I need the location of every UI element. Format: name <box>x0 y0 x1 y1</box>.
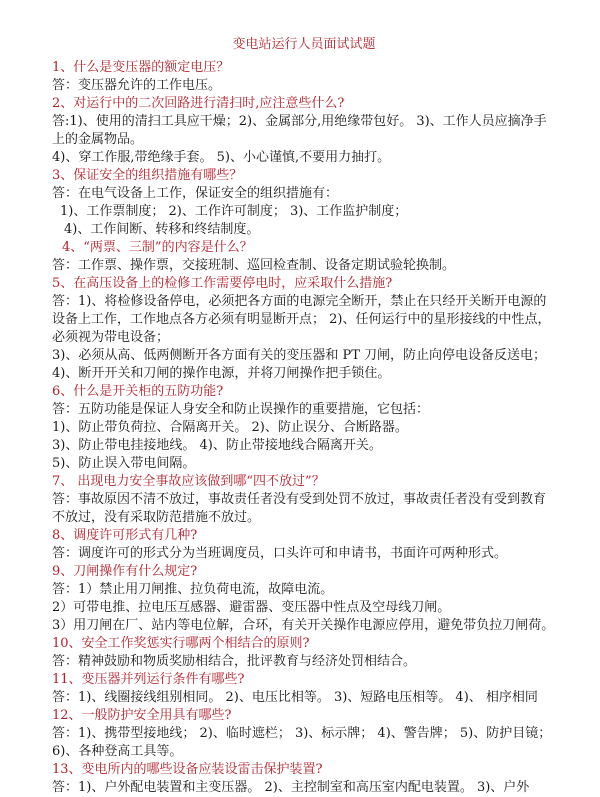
question-2: 2、对运行中的二次回路进行清扫时,应注意些什么? <box>52 96 345 111</box>
qa-item-4 <box>52 239 556 275</box>
question-13: 13、变电所内的哪些设备应装设雷击保护装置? <box>52 762 323 777</box>
answer-3-line-2: 1)、工作票制度； 2)、工作许可制度； 3)、工作监护制度； <box>60 204 408 219</box>
answer-9-line-3: 3）用刀闸在厂、站内等电位解，合环，有关开关操作电源应停用，避免带负拉刀闸荷。 <box>52 618 555 633</box>
answer-7-line-1: 答：事故原因不清不放过，事故责任者没有受到处罚不放过，事故责任者没有受到教育不放过，没有采取防范措施不放过。 <box>52 492 547 525</box>
question-9: 9、刀闸操作有什么规定? <box>52 564 198 579</box>
answer-6-line-2: 1)、防止带负荷拉、合隔离开关。 2)、防止误分、合断路器。 <box>52 420 408 435</box>
question-6: 6、什么是开关柜的五防功能? <box>52 384 224 399</box>
qa-item-10 <box>52 635 556 671</box>
answer-12-line-2: 6)、各种登高工具等。 <box>52 744 183 759</box>
answer-6-line-4: 5)、防止误入带电间隔。 <box>52 456 196 471</box>
qa-item-7 <box>52 473 556 527</box>
qa-item-11 <box>52 671 556 707</box>
answer-2-line-2: 4)、穿工作服,带绝缘手套。 5)、小心谨慎,不要用力抽打。 <box>52 150 391 165</box>
question-5: 5、在高压设备上的检修工作需要停电时，应采取什么措施? <box>52 276 393 291</box>
answer-11-line-1: 答：1)、线圈接线组别相同。 2)、电压比相等。 3)、短路电压相等。 4)、 相序相同 <box>52 690 538 705</box>
answer-1-line-1: 答：变压器允许的工作电压。 <box>52 78 222 93</box>
document-title: 变电站运行人员面试试题 <box>232 37 376 52</box>
question-8: 8、调度许可形式有几种? <box>52 528 198 543</box>
answer-2-line-1: 答:1)、使用的清扫工具应干燥；2)、金属部分,用绝缘带包好。 3)、工作人员应摘净手上的金属物品。 <box>52 114 547 147</box>
question-1: 1、什么是变压器的额定电压？ <box>52 60 230 75</box>
answer-6-line-1: 答：五防功能是保证人身安全和防止误操作的重要措施，它包括： <box>52 402 430 417</box>
qa-item-13 <box>52 761 556 797</box>
answer-5-line-3: 4)、断开开关和刀闸的操作电源，并将刀闸操作把手锁住。 <box>52 366 391 381</box>
qa-item-1 <box>52 59 556 95</box>
qa-item-2 <box>52 95 556 167</box>
question-12: 12、一般防护安全用具有哪些? <box>52 708 232 723</box>
question-7: 7、 出现电力安全事故应该做到哪“四不放过”？ <box>52 474 325 489</box>
answer-4-line-1: 答：工作票、操作票，交接班制、巡回检查制、设备定期试验轮换制。 <box>52 258 456 273</box>
question-3: 3、保证安全的组织措施有哪些？ <box>52 168 243 183</box>
qa-item-5 <box>52 275 556 383</box>
answer-9-line-1: 答：1）禁止用刀闸推、拉负荷电流，故障电流。 <box>52 582 334 597</box>
question-11: 11、变压器并列运行条件有哪些? <box>52 672 245 687</box>
qa-item-3 <box>52 167 556 239</box>
answer-6-line-3: 3)、防止带电挂接地线。 4)、防止带接地线合隔离开关。 <box>52 438 382 453</box>
answer-12-line-1: 答：1)、携带型接地线； 2)、临时遮栏； 3)、标示牌； 4)、警告牌； 5)、防护目镜； <box>52 726 552 741</box>
answer-5-line-1: 答：1)、将检修设备停电，必须把各方面的电源完全断开，禁止在只经开关断开电源的设备上工作，工作地点各方必须有明显断开点； 2)、任何运行中的星形接线的中性点，必须视为带电设备； <box>52 294 551 345</box>
qa-item-6 <box>52 383 556 473</box>
qa-item-8 <box>52 527 556 563</box>
question-10: 10、安全工作奖惩实行哪两个相结合的原则? <box>52 636 310 651</box>
qa-item-12 <box>52 707 556 761</box>
answer-3-line-3: 4)、工作间断、转移和终结制度。 <box>64 222 260 237</box>
answer-5-line-2: 3)、必须从高、低两侧断开各方面有关的变压器和 PT 刀闸，防止向停电设备反送电； <box>52 348 547 363</box>
answer-9-line-2: 2）可带电推、拉电压互感器、避雷器、变压器中性点及空母线刀闸。 <box>52 600 451 615</box>
question-4: 4、“两票、三制”的内容是什么？ <box>62 240 253 255</box>
answer-13-line-1: 答：1)、户外配电装置和主变压器。 2)、主控制室和高压室内配电装置。 3)、户外 <box>52 780 530 795</box>
answer-10-line-1: 答：精神鼓励和物质奖励相结合，批评教育与经济处罚相结合。 <box>52 654 417 669</box>
answer-8-line-1: 答：调度许可的形式分为当班调度员，口头许可和申请书，书面许可两种形式。 <box>52 546 508 561</box>
answer-3-line-1: 答：在电气设备上工作，保证安全的组织措施有： <box>52 186 339 201</box>
qa-item-9 <box>52 563 556 635</box>
